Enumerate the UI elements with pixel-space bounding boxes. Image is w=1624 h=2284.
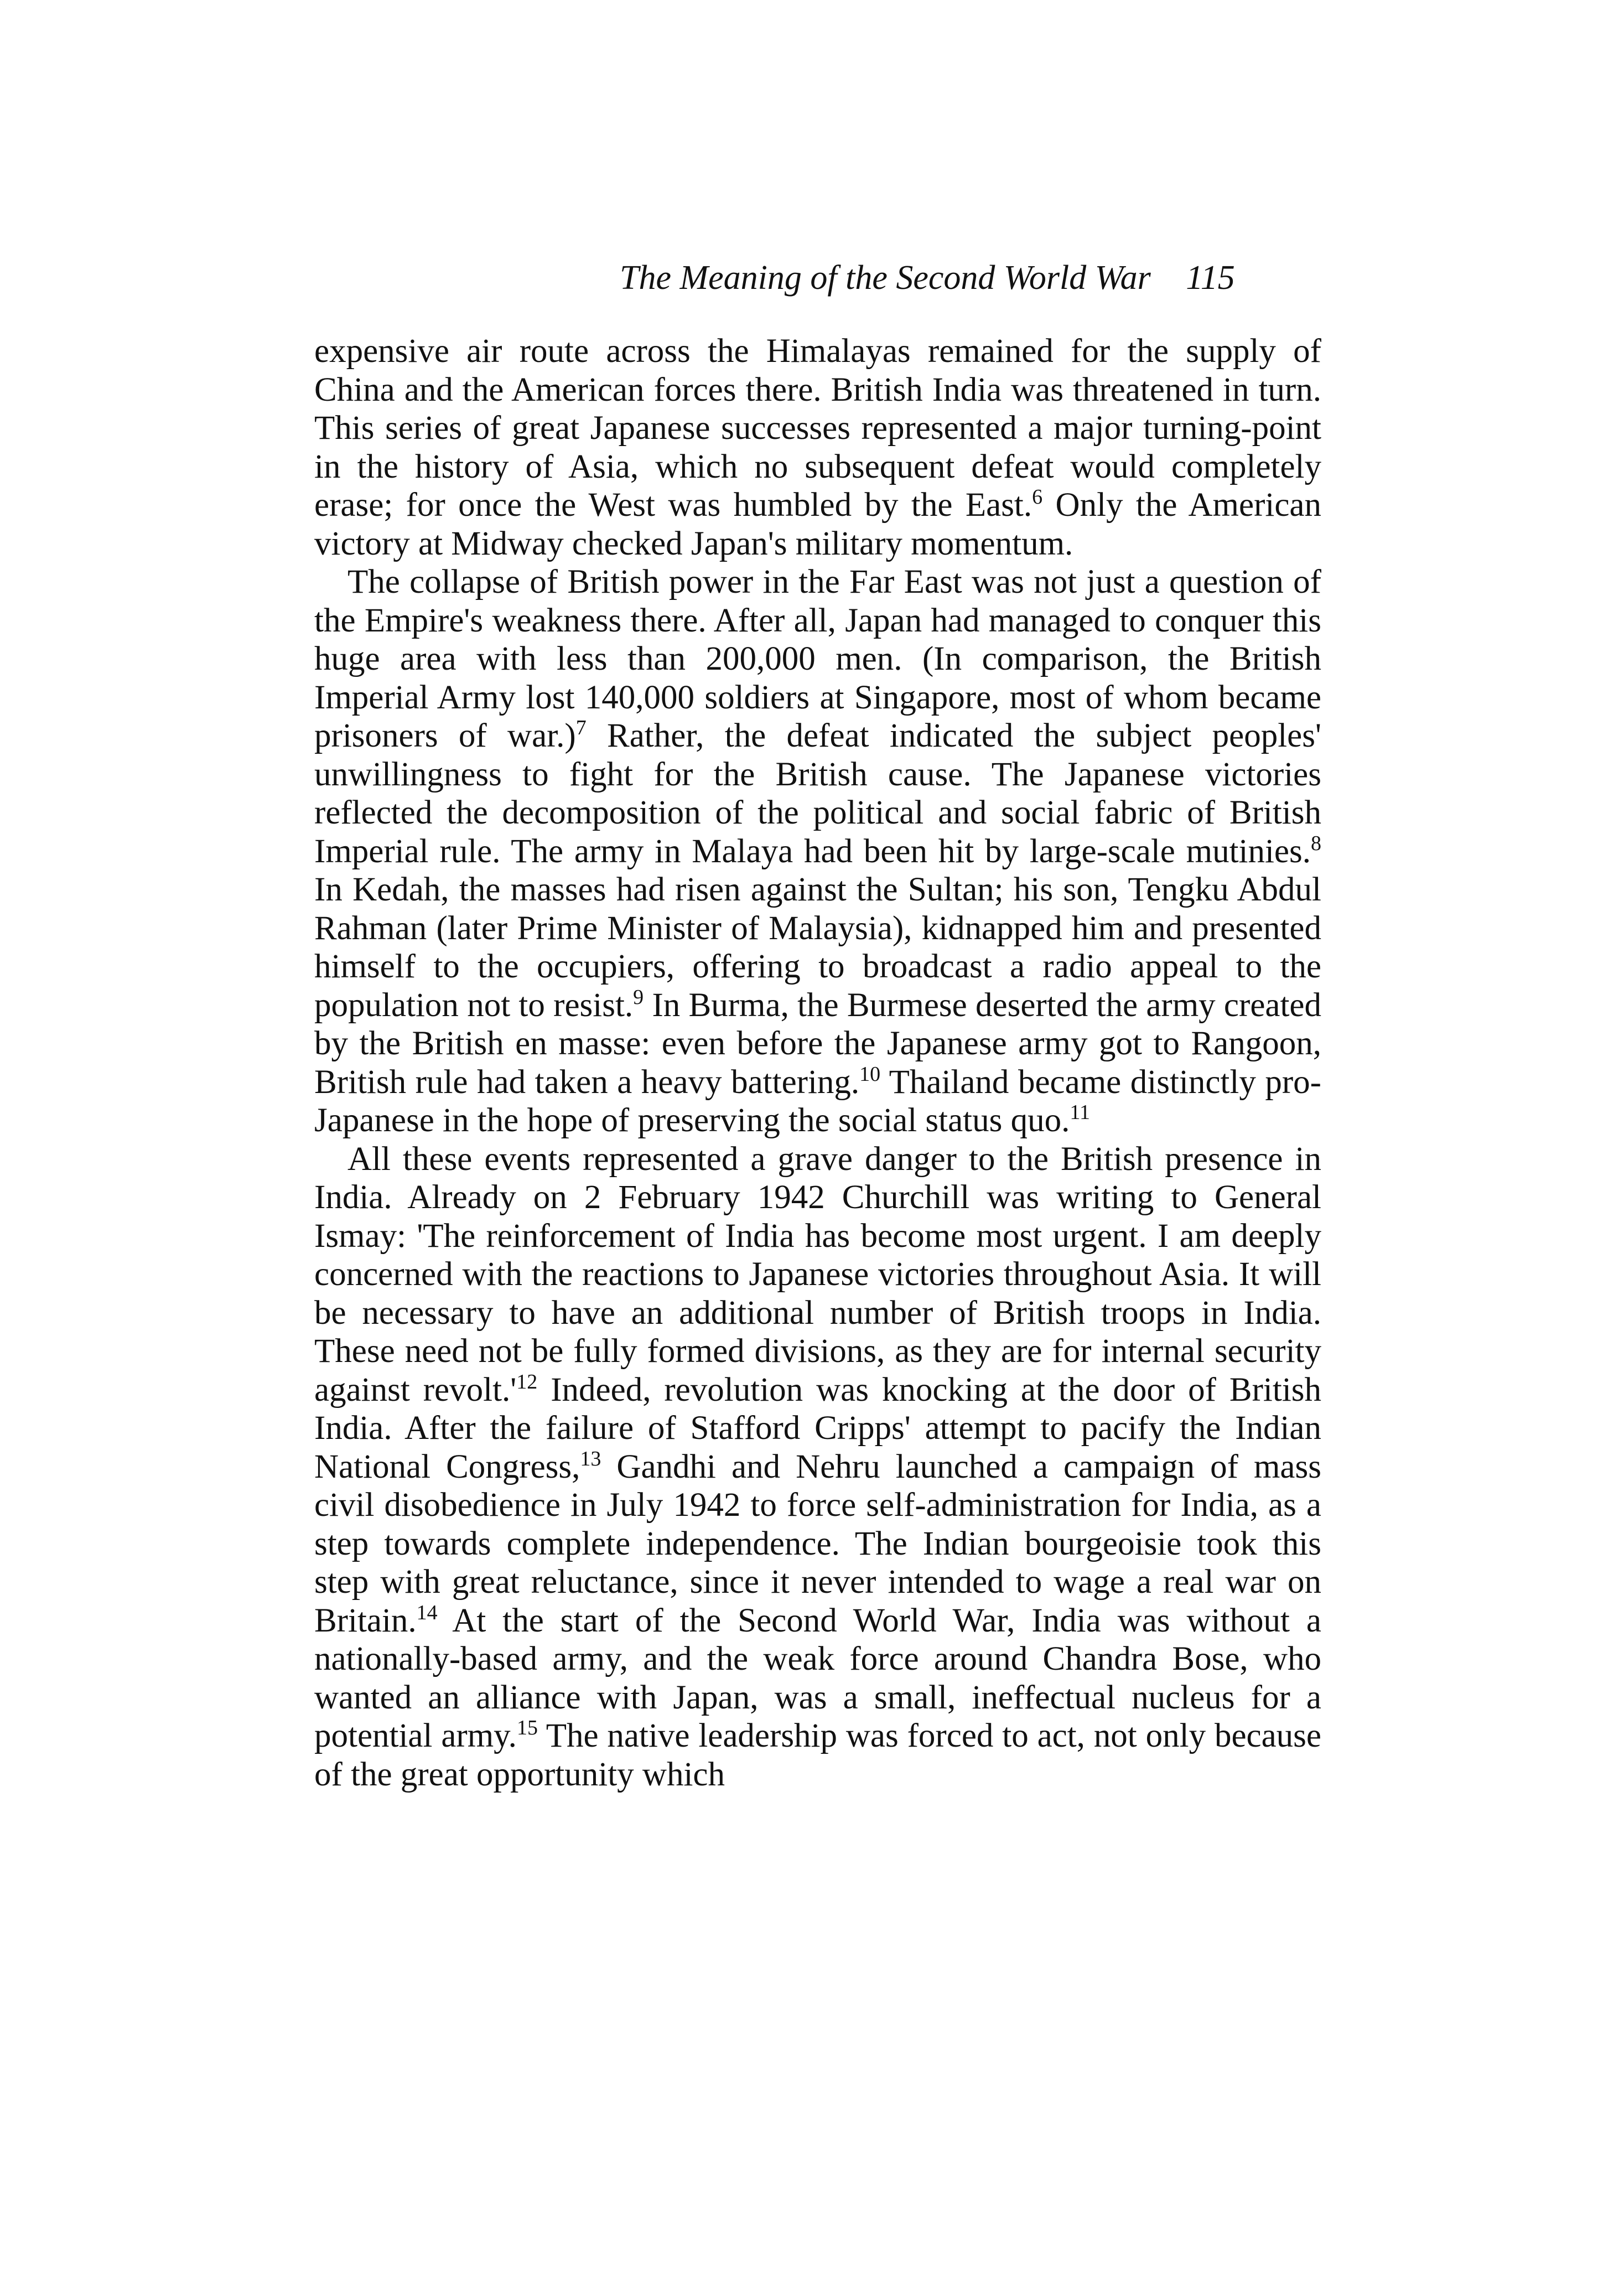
- footnote-ref-12: 12: [516, 1370, 538, 1394]
- footnote-ref-7: 7: [575, 716, 587, 739]
- footnote-ref-6: 6: [1032, 485, 1043, 509]
- footnote-ref-9: 9: [633, 985, 644, 1009]
- text-run: In Kedah, the masses had risen against the Sultan; his son, Tengku Abdul Rahman (later Prime Minister of Malaysia), kidnapped him and presented himself to the occupiers, offering to broadcast a radio appeal to the population not to resist.: [314, 871, 1321, 1024]
- text-run: Only the American victory at Midway checked Japan's military momentum.: [314, 486, 1321, 562]
- footnote-ref-15: 15: [516, 1716, 538, 1739]
- text-run: Gandhi and Nehru launched a campaign of mass civil disobedience in July 1942 to force self-administration for India, as a step towards complete independence. The Indian bourgeoisie took this step with great reluctance, since it never intended to wage a real war on Britain.: [314, 1448, 1321, 1639]
- running-head-title: The Meaning of the Second World War: [620, 259, 1151, 297]
- text-run: Indeed, revolution was knocking at the door of British India. After the failure of Stafford Cripps' attempt to pacify the Indian National Congress,: [314, 1371, 1322, 1485]
- footnote-ref-8: 8: [1311, 831, 1321, 855]
- text-run: In Burma, the Burmese deserted the army created by the British en masse: even before the Japanese army got to Rangoon, British rule had taken a heavy battering.: [314, 986, 1321, 1101]
- body-text: [314, 332, 1321, 1794]
- text-run: Rather, the defeat indicated the subject peoples' unwillingness to fight for the British cause. The Japanese victories reflected the decomposition of the political and social fabric of British Imperial rule. The army in Malaya had been hit by large-scale mutinies.: [314, 717, 1321, 870]
- footnote-ref-13: 13: [580, 1447, 601, 1470]
- text-run: At the start of the Second World War, India was without a nationally-based army, and the weak force around Chandra Bose, who wanted an alliance with Japan, was a small, ineffectual nucleus for a potential army.: [314, 1602, 1321, 1754]
- paragraph-3: [314, 1140, 1321, 1794]
- footnote-ref-10: 10: [859, 1062, 881, 1086]
- text-run: Thailand became distinctly pro-Japanese in the hope of preserving the social status quo.: [314, 1063, 1321, 1139]
- page-number: 115: [1186, 259, 1235, 297]
- text-run: All these events represented a grave danger to the British presence in India. Already on 2 February 1942 Churchill was writing to General Ismay: 'The reinforcement of India has become most urgent. I am deeply concerned with the reactions to Japanese victories throughout Asia. It will be necessary to have an additional number of British troops in India. These need not be fully formed divisions, as they are for internal security against revolt.': [314, 1140, 1321, 1408]
- footnote-ref-11: 11: [1070, 1101, 1090, 1124]
- paragraph-2: [314, 563, 1321, 1140]
- paragraph-1: [314, 332, 1321, 563]
- footnote-ref-14: 14: [416, 1601, 438, 1624]
- running-head: [620, 256, 1328, 300]
- text-run: The native leadership was forced to act, not only because of the great opportunity which: [314, 1717, 1321, 1793]
- text-run: expensive air route across the Himalayas remained for the supply of China and the American forces there. British India was threatened in turn. This series of great Japanese successes represented a major turning-point in the history of Asia, which no subsequent defeat would completely erase; for once the West was humbled by the East.: [314, 333, 1321, 524]
- text-run: The collapse of British power in the Far East was not just a question of the Empire's weakness there. After all, Japan had managed to conquer this huge area with less than 200,000 men. (In comparison, the British Imperial Army lost 140,000 soldiers at Singapore, most of whom became prisoners of war.): [314, 563, 1321, 754]
